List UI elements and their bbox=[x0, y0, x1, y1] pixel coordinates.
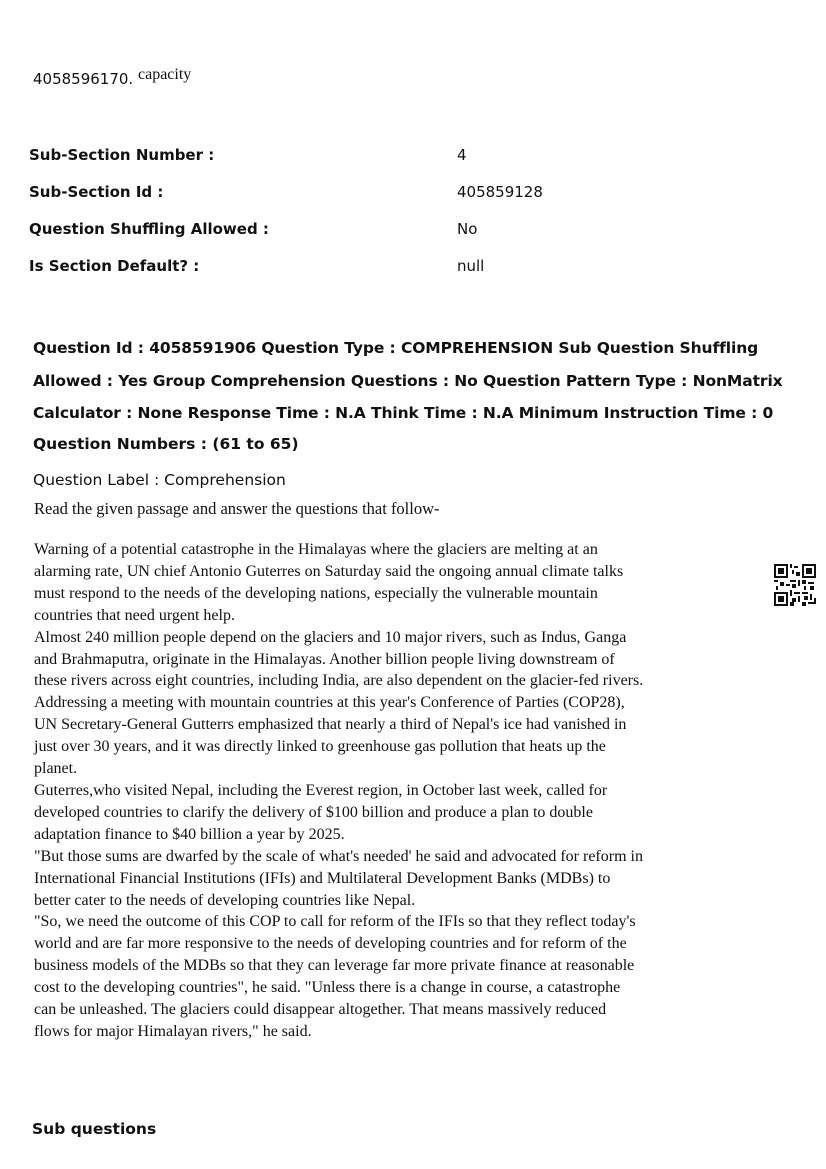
question-numbers: Question Numbers : (61 to 65) bbox=[33, 435, 299, 453]
sub-questions-heading: Sub questions bbox=[32, 1120, 157, 1138]
meta-value: 4 bbox=[457, 146, 467, 164]
passage-paragraph: Almost 240 million people depend on the glaciers and 10 major rivers, such as Indus, Ganga and Brahmaputra, originate in the Himalayas. Another billion people living downstream of these rivers across eight countries, including India, are also dependent on the glacier-fed rivers. bbox=[34, 628, 644, 690]
passage-paragraph: Addressing a meeting with mountain countries at this year's Conference of Parties (COP28), UN Secretary-General Gutterrs emphasized that nearly a third of Nepal's ice had vanished in just over 30 years, and it was directly linked to greenhouse gas pollution that heats up the planet. bbox=[34, 694, 627, 778]
option-id: 4058596170. bbox=[33, 70, 134, 88]
passage-paragraph: Guterres,who visited Nepal, including the Everest region, in October last week, called for developed countries to clarify the delivery of $100 billion and produce a plan to double adaptation finance to $40 billion a year by 2025. bbox=[34, 781, 608, 843]
meta-key: Is Section Default? : bbox=[29, 257, 200, 275]
passage-paragraph: Warning of a potential catastrophe in the Himalayas where the glaciers are melting at an alarming rate, UN chief Antonio Guterres on Saturday said the ongoing annual climate talks must respond to the needs of the developing nations, especially the vulnerable mountain countries that need urgent help. bbox=[34, 541, 624, 624]
question-info: Question Id : 4058591906 Question Type : COMPREHENSION Sub Question Shuffling Allowed : Yes Group Comprehension Questions : No Question Pattern Type : NonMatrix Calculator : None Response Time : N.A Think Time : N.A Minimum Instruction Time : 0 bbox=[33, 339, 783, 422]
passage-paragraph: "So, we need the outcome of this COP to call for reform of the IFIs so that they reflect today's world and are far more responsive to the needs of developing countries and for reform of the business models of the MDBs so that they can leverage far more private finance at reasonable cost to the developing countries", he said. "Unless there is a change in course, a catastrophe can be unleashed. The glaciers could disappear altogether. That means massively reduced flows for major Himalayan rivers," he said. bbox=[34, 913, 636, 1040]
meta-key: Question Shuffling Allowed : bbox=[29, 220, 269, 238]
passage-instruction: Read the given passage and answer the questions that follow- bbox=[34, 499, 440, 518]
option-line bbox=[33, 66, 192, 89]
meta-value: 405859128 bbox=[457, 183, 543, 201]
meta-key: Sub-Section Number : bbox=[29, 146, 215, 164]
option-text: capacity bbox=[137, 66, 192, 83]
meta-value: No bbox=[457, 220, 478, 238]
meta-key: Sub-Section Id : bbox=[29, 183, 164, 201]
meta-value: null bbox=[457, 257, 485, 275]
qr-code-icon bbox=[774, 564, 816, 606]
passage-paragraph: "But those sums are dwarfed by the scale of what's needed' he said and advocated for reform in International Financial Institutions (IFIs) and Multilateral Development Banks (MDBs) to better cater to the needs of developing countries like Nepal. bbox=[34, 847, 643, 909]
question-label: Question Label : Comprehension bbox=[33, 471, 286, 489]
comprehension-passage bbox=[34, 539, 644, 1043]
